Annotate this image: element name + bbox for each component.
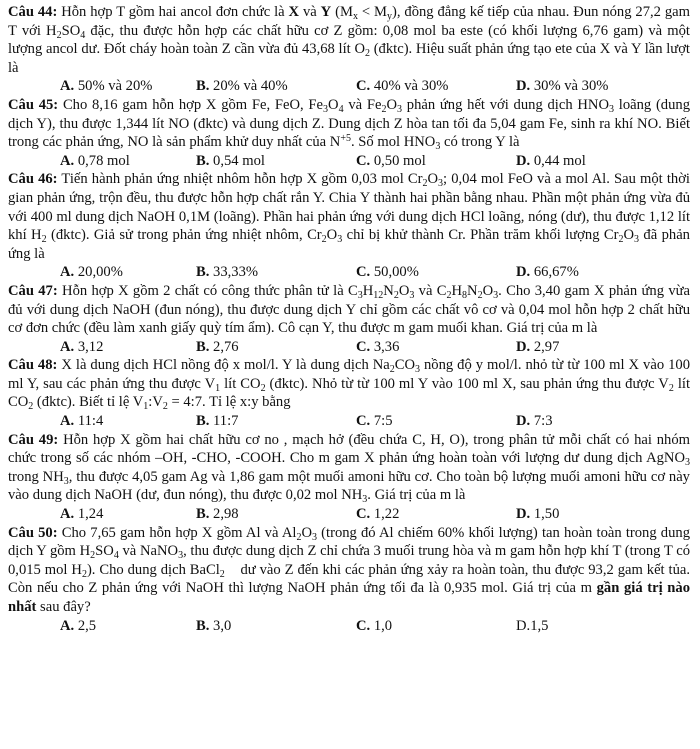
option-label: D. <box>516 413 531 430</box>
option-text: 50% và 20% <box>77 78 153 95</box>
option-label: B. <box>196 78 210 95</box>
option-text: 11:4 <box>77 413 104 430</box>
option-text: 0,50 mol <box>373 152 426 169</box>
answer-option-b <box>196 412 356 431</box>
question-number: Câu 50: <box>8 524 58 541</box>
answer-option-d <box>516 412 666 431</box>
question-47 <box>8 282 690 356</box>
option-label: B. <box>196 264 210 281</box>
answer-option-a <box>8 152 196 171</box>
answer-option-b <box>196 505 356 524</box>
option-text: 20,00% <box>77 264 123 281</box>
option-text: 30% và 30% <box>533 78 609 95</box>
option-label: C. <box>356 152 371 169</box>
option-text: 2,76 <box>213 338 239 355</box>
question-number: Câu 45: <box>8 96 59 113</box>
question-stem <box>8 170 690 263</box>
question-number: Câu 47: <box>8 282 58 299</box>
option-label: B. <box>196 413 210 430</box>
question-text: Cho 7,65 gam hỗn hợp X gồm Al và $Al_2O_3$ (trong đó Al chiếm 60% khối lượng) tan hoàn toàn trong dung dịch Y gồm $H_2SO_4$ và NaNO$_3$, thu được dung dịch Z chỉ chứa 3 muối trung hòa và m gam hỗn hợp khí T (trong T có 0,015 mol $H_2$). Cho dung dịch BaCl$_2$ dư vào Z đến khi các phản ứng xảy ra hoàn toàn, thu được 93,2 gam kết tủa. Còn nếu cho Z phản ứng với NaOH thì lượng NaOH phản ứng tối đa là 0,935 mol. Giá trị của m gần giá trị nào nhất sau đây? <box>8 524 691 615</box>
option-label: C. <box>356 264 371 281</box>
option-label: A. <box>60 152 75 169</box>
answer-option-d <box>516 505 666 524</box>
option-text: 2,98 <box>213 506 239 523</box>
answer-option-c <box>356 412 516 431</box>
option-text: 1,50 <box>533 506 560 523</box>
option-label: A. <box>60 78 75 95</box>
question-text: Hỗn hợp T gồm hai ancol đơn chức là X và Y $(M_x < M_y)$, đồng đẳng kế tiếp của nhau. Đun nóng 27,2 gam T với $H_2SO_4$ đặc, thu được hỗn hợp các chất hữu cơ Z gồm: 0,08 mol ba este (có khối lượng 6,76 gam) và một lượng ancol dư. Đốt cháy hoàn toàn Z cần vừa đủ 43,68 lít $O_2$ (đktc). Hiệu suất phản ứng tạo ete của X và Y lần lượt là <box>8 4 690 76</box>
option-text: 7:3 <box>533 413 553 430</box>
option-text: 66,67% <box>533 264 579 281</box>
option-label: D. <box>516 152 531 169</box>
option-text: 3,12 <box>77 338 104 355</box>
option-text: 3,0 <box>213 617 232 634</box>
answer-options <box>8 77 690 96</box>
option-label: D. <box>516 506 531 523</box>
question-stem <box>8 431 690 505</box>
option-text: 0,54 mol <box>213 152 265 169</box>
question-number: Câu 46: <box>8 171 58 188</box>
question-stem <box>8 3 690 77</box>
question-text: Tiến hành phản ứng nhiệt nhôm hỗn hợp X gồm 0,03 mol $Cr_2O_3$; 0,04 mol FeO và a mol Al. Sau một thời gian phản ứng, trộn đều, thu được hỗn hợp chất rắn Y. Chia Y thành hai phần bằng nhau. Phần một phản ứng vừa đủ với 400 ml dung dịch NaOH 0,1M (loãng). Phần hai phản ứng với dung dịch HCl loãng, nóng (dư), thu được 1,12 lít khí $H_2$ (đktc). Giả sử trong phản ứng nhiệt nhôm, $Cr_2O_3$ chỉ bị khử thành Cr. Phần trăm khối lượng $Cr_2O_3$ đã phản ứng là <box>8 171 690 262</box>
answer-option-a <box>8 263 196 282</box>
answer-options <box>8 338 690 357</box>
answer-option-c <box>356 505 516 524</box>
answer-option-a <box>8 412 196 431</box>
option-label: B. <box>196 338 210 355</box>
answer-option-d <box>516 263 666 282</box>
answer-option-c <box>356 617 516 636</box>
option-label: C. <box>356 413 371 430</box>
option-text: 1,0 <box>373 617 393 634</box>
option-text: 0,44 mol <box>533 152 586 169</box>
answer-option-c <box>356 77 516 96</box>
option-text: 11:7 <box>213 413 239 430</box>
answer-option-a <box>8 505 196 524</box>
option-text: D.1,5 <box>516 617 549 634</box>
answer-option-b <box>196 263 356 282</box>
option-text: 40% và 30% <box>373 78 449 95</box>
question-44 <box>8 3 690 96</box>
option-label: C. <box>356 78 371 95</box>
answer-options <box>8 152 690 171</box>
question-45 <box>8 96 690 170</box>
question-50 <box>8 524 690 636</box>
option-label: D. <box>516 264 531 281</box>
question-49 <box>8 431 690 524</box>
question-text: X là dung dịch HCl nồng độ x mol/l. Y là dung dịch $Na_2CO_3$ nồng độ y mol/l. nhỏ từ từ 100 ml X vào 100 ml Y, sau các phản ứng thu được $V_1$ lít $CO_2$ (đktc). Nhỏ từ từ 100 ml Y vào 100 ml X, sau phản ứng thu được $V_2$ lít $CO_2$ (đktc). Biết tỉ lệ $V_1:V_2$ = 4:7. Tỉ lệ x:y bằng <box>8 357 690 413</box>
answer-option-c <box>356 338 516 357</box>
question-number: Câu 44: <box>8 4 58 20</box>
answer-option-d <box>516 77 666 96</box>
answer-options <box>8 412 690 431</box>
option-label: B. <box>196 617 210 634</box>
answer-options <box>8 617 690 636</box>
answer-option-b <box>196 338 356 357</box>
option-label: A. <box>60 617 75 634</box>
option-label: A. <box>60 506 75 523</box>
option-label: D. <box>516 78 531 95</box>
answer-option-b <box>196 152 356 171</box>
answer-option-a <box>8 617 196 636</box>
answer-option-d <box>516 338 666 357</box>
option-label: A. <box>60 264 75 281</box>
option-label: C. <box>356 617 371 634</box>
answer-options <box>8 505 690 524</box>
option-text: 33,33% <box>213 264 259 281</box>
question-stem <box>8 96 690 152</box>
question-stem <box>8 524 690 617</box>
answer-option-d <box>516 152 666 171</box>
option-text: 2,97 <box>533 338 560 355</box>
question-text: Hỗn hợp X gồm 2 chất có công thức phân tử là $C_3H_{12}N_2O_3$ và $C_2H_8N_2O_3$. Cho 3,40 gam X phản ứng vừa đủ với dung dịch NaOH (đun nóng), thu được dung dịch Y chỉ gồm các chất vô cơ và 0,04 mol hỗn hợp 2 chất hữu cơ đơn chức (đều làm xanh giấy quỳ tím ẩm). Cô cạn Y, thu được m gam muối khan. Giá trị của m là <box>8 282 690 337</box>
answer-option-c <box>356 152 516 171</box>
answer-option-a <box>8 77 196 96</box>
option-text: 1,22 <box>373 506 400 523</box>
question-text: Cho 8,16 gam hỗn hợp X gồm Fe, FeO, $Fe_3O_4$ và $Fe_2O_3$ phản ứng hết với dung dịch $HNO_3$ loãng (dung dịch Y), thu được 1,344 lít NO (đktc) và dung dịch Z. Dung dịch Z hòa tan tối đa 5,04 gam Fe, sinh ra khí NO. Biết trong các phản ứng, NO là sản phẩm khử duy nhất của $N^{+5}$. Số mol $HNO_3$ có trong Y là <box>8 96 690 153</box>
option-text: 20% và 40% <box>213 78 288 95</box>
answer-option-b <box>196 617 356 636</box>
option-text: 0,78 mol <box>77 152 130 169</box>
option-label: A. <box>60 413 75 430</box>
question-text: Hỗn hợp X gồm hai chất hữu cơ no , mạch hở (đều chứa C, H, O), trong phân tử mỗi chất có hai nhóm chức trong số các nhóm –OH, -CHO, -COOH. Cho m gam X phản ứng hoàn toàn với lượng dư dung dịch AgNO$_3$ trong $NH_3$, thu được 4,05 gam Ag và 1,86 gam một muối amoni hữu cơ. Cho toàn bộ lượng muối amoni hữu cơ này vào dung dịch NaOH (dư, đun nóng), thu được 0,02 mol $NH_3$. Giá trị của m là <box>8 431 691 506</box>
question-stem <box>8 356 690 412</box>
answer-option-a <box>8 338 196 357</box>
question-46 <box>8 170 690 282</box>
option-label: D. <box>516 338 531 355</box>
answer-option-c <box>356 263 516 282</box>
answer-option-d <box>516 617 666 636</box>
question-number: Câu 49: <box>8 431 59 448</box>
option-label: C. <box>356 338 371 355</box>
option-label: C. <box>356 506 371 523</box>
answer-option-b <box>196 77 356 96</box>
option-text: 2,5 <box>77 617 97 634</box>
option-label: B. <box>196 506 210 523</box>
question-number: Câu 48: <box>8 357 58 374</box>
option-text: 50,00% <box>373 264 419 281</box>
answer-options <box>8 263 690 282</box>
option-label: A. <box>60 338 75 355</box>
option-text: 7:5 <box>373 413 393 430</box>
question-48 <box>8 356 690 430</box>
option-label: B. <box>196 152 210 169</box>
question-stem <box>8 282 690 338</box>
option-text: 3,36 <box>373 338 400 355</box>
option-text: 1,24 <box>77 506 104 523</box>
